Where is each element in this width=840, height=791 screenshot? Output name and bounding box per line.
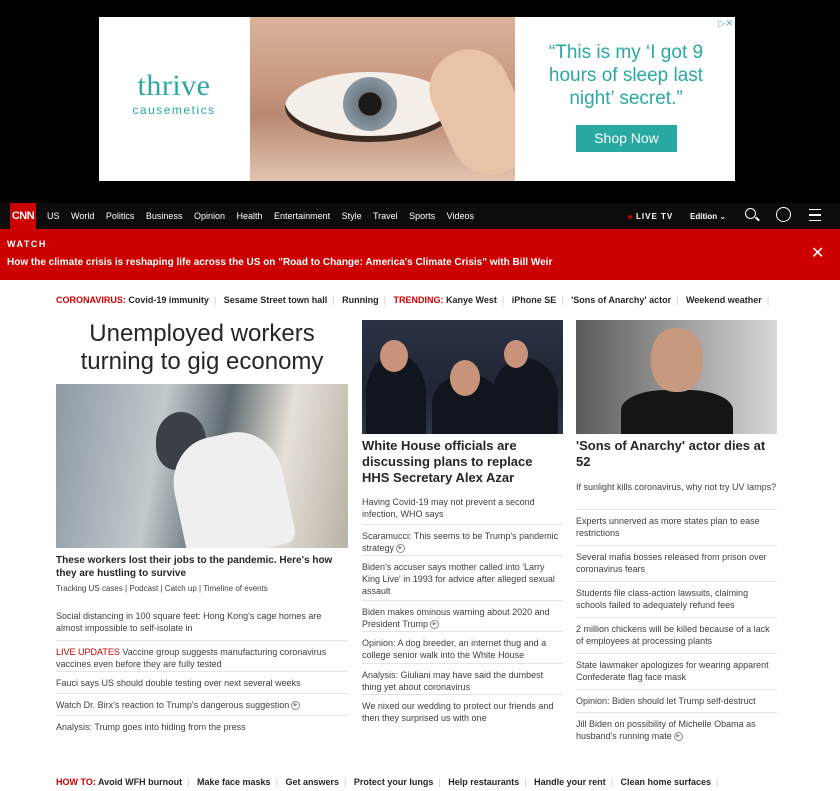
howto-link[interactable]: Get answers — [285, 777, 339, 787]
nav-link-sports[interactable]: Sports — [409, 211, 436, 221]
trending-link[interactable]: Kanye West — [446, 295, 497, 305]
trending-label: TRENDING: — [393, 295, 444, 305]
list-item[interactable]: Several mafia bosses released from prison over coronavirus fears — [576, 546, 777, 582]
shop-now-button[interactable]: Shop Now — [576, 125, 677, 152]
howto-link[interactable]: Clean home surfaces — [620, 777, 712, 787]
trending-link[interactable]: Sesame Street town hall — [223, 295, 328, 305]
col1-lead-headline[interactable]: These workers lost their jobs to the pandemic. Here's how they are hustling to survive — [56, 555, 333, 579]
list-item[interactable]: Social distancing in 100 square feet: Hong Kong's cage homes are almost impossible to self-isolate in — [56, 610, 348, 641]
howto-link[interactable]: Avoid WFH burnout — [98, 777, 183, 787]
nav-link-opinion[interactable]: Opinion — [193, 211, 225, 221]
coronavirus-label: CORONAVIRUS: — [56, 295, 126, 305]
col3-lead-headline[interactable]: 'Sons of Anarchy' actor dies at 52 — [576, 438, 766, 469]
ad-brand-logo — [99, 17, 249, 181]
trending-link[interactable]: Weekend weather — [685, 295, 762, 305]
list-item[interactable]: Opinion: A dog breeder, an internet thug and a college senior walk into the White House — [362, 632, 563, 664]
nav-link-entertainment[interactable]: Entertainment — [274, 211, 331, 221]
list-item[interactable]: Analysis: Giuliani may have said the dumbest thing yet about coronavirus — [362, 664, 563, 695]
close-icon[interactable]: ✕ — [811, 245, 825, 262]
ad-eye-image — [250, 17, 515, 181]
live-tv-label: LIVE TV — [636, 212, 674, 221]
howto-link[interactable]: Protect your lungs — [353, 777, 434, 787]
actor-photo[interactable] — [576, 320, 777, 434]
ad-brand-name: thrive — [137, 69, 211, 102]
play-video-icon: ▶ — [291, 701, 300, 710]
howto-label: HOW TO: — [56, 777, 96, 787]
edition-label: Edition — [690, 212, 718, 221]
trending-link[interactable]: Running — [342, 295, 379, 305]
list-item[interactable]: Scaramucci: This seems to be Trump's pandemic strategy ▶ — [362, 525, 563, 556]
list-item[interactable]: 2 million chickens will be killed because of a lack of employees at processing plants — [576, 618, 777, 654]
adchoices-icon[interactable]: ▷✕ — [718, 18, 733, 28]
nav-link-health[interactable]: Health — [236, 211, 263, 221]
play-video-icon: ▶ — [674, 732, 683, 741]
nav-link-business[interactable]: Business — [145, 211, 183, 221]
howto-link[interactable]: Make face masks — [197, 777, 271, 787]
trending-bar: CORONAVIRUS: Covid-19 immunity | Sesame Street town hall | Running | TRENDING: Kanye West | iPhone SE | 'Sons of Anarchy' actor | Weekend weather | — [56, 295, 770, 305]
watch-banner[interactable] — [0, 229, 840, 280]
col3-story-list — [576, 478, 777, 743]
howto-link[interactable]: Handle your rent — [534, 777, 606, 787]
list-item[interactable]: Opinion: Biden should let Trump self-destruct — [576, 690, 777, 713]
nav-link-videos[interactable]: Videos — [446, 211, 475, 221]
list-item[interactable]: Analysis: Trump goes into hiding from the press — [56, 722, 246, 732]
nav-link-style[interactable]: Style — [341, 211, 362, 221]
gig-worker-photo[interactable] — [56, 384, 348, 548]
col1-story-list — [56, 610, 348, 736]
col1-meta-links[interactable]: Tracking US cases | Podcast | Catch up | Timeline of events — [56, 584, 268, 593]
white-house-photo[interactable] — [362, 320, 563, 434]
list-item[interactable]: LIVE UPDATES Vaccine group suggests manufacturing coronavirus vaccines even before they are fully tested — [56, 641, 348, 672]
live-tv-link[interactable] — [628, 212, 673, 221]
thrive-ad[interactable] — [99, 17, 735, 181]
list-item[interactable]: Fauci says US should double testing over next several weeks — [56, 672, 348, 694]
howto-bar: HOW TO: Avoid WFH burnout | Make face masks | Get answers | Protect your lungs | Help restaurants | Handle your rent | Clean home surfaces | — [56, 777, 719, 787]
list-item[interactable]: Jill Biden on possibility of Michelle Obama as husband's running mate ▶ — [576, 719, 756, 741]
nav-link-us[interactable]: US — [47, 211, 60, 221]
list-item[interactable]: We nixed our wedding to protect our friends and then they surprised us with one — [362, 701, 554, 723]
live-dot-icon — [628, 215, 632, 219]
search-icon[interactable] — [745, 208, 756, 219]
nav-links — [47, 211, 483, 221]
chevron-down-icon: ⌄ — [719, 212, 727, 221]
list-item[interactable]: Watch Dr. Birx's reaction to Trump's dangerous suggestion ▶ — [56, 694, 348, 716]
edition-menu[interactable] — [690, 212, 726, 221]
list-item[interactable]: Students file class-action lawsuits, claiming schools failed to adequately refund fees — [576, 582, 777, 618]
trending-link[interactable]: Covid-19 immunity — [128, 295, 209, 305]
watch-label: WATCH — [7, 239, 47, 249]
trending-link[interactable]: iPhone SE — [511, 295, 557, 305]
main-headline[interactable]: Unemployed workers turning to gig economy — [80, 320, 324, 375]
play-video-icon: ▶ — [430, 620, 439, 629]
cnn-logo[interactable]: CNN — [10, 203, 36, 229]
list-item[interactable]: Experts unnerved as more states plan to ease restrictions — [576, 510, 777, 546]
list-item[interactable]: Biden's accuser says mother called into 'Larry King Live' in 1993 for advice after alleged sexual assault — [362, 556, 563, 601]
live-updates-label: LIVE UPDATES — [56, 647, 120, 657]
list-item[interactable]: If sunlight kills coronavirus, why not try UV lamps? — [576, 478, 777, 510]
col2-story-list — [362, 494, 563, 725]
howto-link[interactable]: Help restaurants — [448, 777, 520, 787]
list-item[interactable]: Having Covid-19 may not prevent a second infection, WHO says — [362, 494, 563, 525]
ad-quote: “This is my ‘I got 9 hours of sleep last night’ secret.” — [548, 42, 704, 109]
nav-link-travel[interactable]: Travel — [372, 211, 398, 221]
nav-link-world[interactable]: World — [71, 211, 95, 221]
list-item[interactable]: State lawmaker apologizes for wearing apparent Confederate flag face mask — [576, 654, 777, 690]
nav-link-politics[interactable]: Politics — [105, 211, 135, 221]
ad-brand-sub: causemetics — [132, 103, 216, 117]
watch-text[interactable]: How the climate crisis is reshaping life across the US on "Road to Change: America's Climate Crisis" with Bill Weir — [7, 257, 553, 268]
play-video-icon: ▶ — [396, 544, 405, 553]
trending-link[interactable]: 'Sons of Anarchy' actor — [571, 295, 672, 305]
col2-lead-headline[interactable]: White House officials are discussing plans to replace HHS Secretary Alex Azar — [362, 438, 533, 485]
menu-icon[interactable] — [809, 209, 821, 221]
account-icon[interactable] — [776, 207, 791, 222]
list-item[interactable]: Biden makes ominous warning about 2020 and President Trump ▶ — [362, 601, 563, 632]
